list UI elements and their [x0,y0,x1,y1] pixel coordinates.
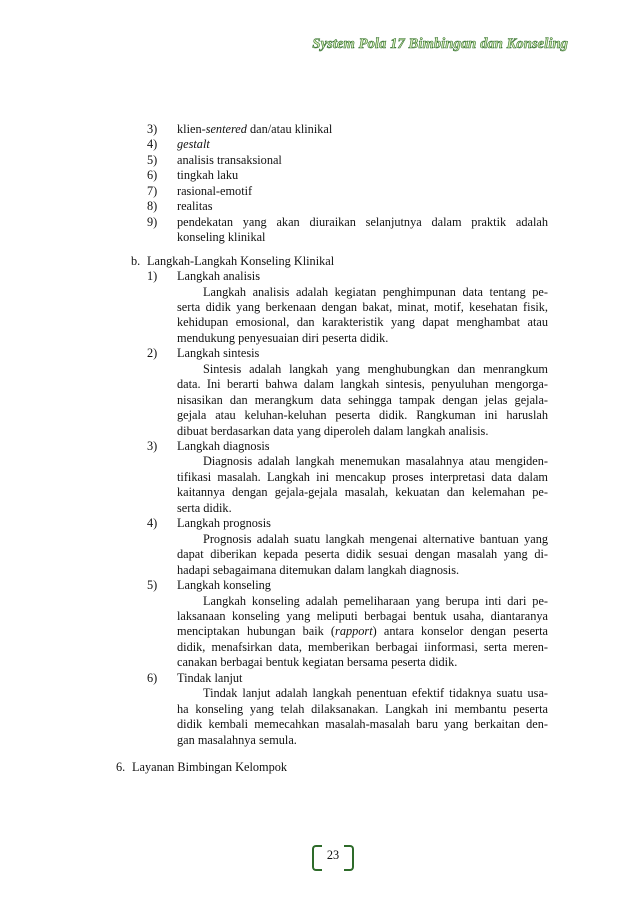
step-title: Langkah sintesis [177,346,260,361]
paragraph-line: Prognosis adalah suatu langkah mengenai alternative bantuan yang [203,531,548,546]
step-number: 5) [147,578,158,593]
page-bracket-left [312,845,322,871]
list-item [177,137,210,153]
list-item: klien-sentered dan/atau klinikal [177,122,333,136]
paragraph-line: Diagnosis adalah langkah menemukan masalahnya atau mengiden- [203,454,548,469]
paragraph-line: Langkah analisis adalah kegiatan penghimpunan data tentang pe- [203,284,548,299]
paragraph-line: laksanaan konseling yang meliputi berbagai bentuk usaha, diantaranya [177,608,548,623]
paragraph-line: menciptakan hubungan baik (rapport) antara konselor dengan peserta [177,624,549,639]
paragraph-line: mendukung penyesuaian diri peserta didik. [177,330,389,345]
paragraph-line: didik kembali memecahkan masalah-masalah baru yang berkaitan den- [177,717,548,732]
list-number: 9) [147,214,158,229]
list-item: rasional-emotif [177,183,253,198]
step-title: Langkah prognosis [177,516,271,531]
running-header: System Pola 17 Bimbingan dan Konseling [312,36,568,52]
list-item: realitas [177,199,213,214]
list-number: 8) [147,199,158,214]
section-marker: 6. [116,760,126,774]
paragraph-line: Sintesis adalah langkah yang menghubungkan dan menrangkum [203,361,548,376]
paragraph-line: canakan berbagai bentuk kegiatan bersama peserta didik. [177,655,458,670]
italic-term: rapport [335,624,373,639]
paragraph-line: Tindak lanjut adalah langkah penentuan efektif tidaknya suatu usa- [203,686,548,701]
section-title: Langkah-Langkah Konseling Klinikal [147,253,335,268]
list-number: 5) [147,152,158,167]
paragraph-line: tifikasi masalah. Langkah ini mencakup proses interpretasi data dalam [177,469,548,484]
paragraph-line: Langkah konseling adalah pemeliharaan yang berupa inti dari pe- [203,593,548,608]
paragraph-line: ha konseling yang telah dilaksanakan. Langkah ini membantu peserta [177,701,548,716]
paragraph-line: serta didik yang berkenaan dengan bakat, minat, motif, kesehatan fisik, [177,299,548,314]
paragraph-line: data. Ini berarti bahwa dalam langkah sintesis, penyuluhan mengorga- [177,377,548,392]
step-number: 6) [147,670,158,685]
paragraph-line: nisasikan dan merangkum data sehingga tampak dengan jelas gejala- [177,392,548,407]
italic-term: gestalt [177,137,210,152]
step-number: 3) [147,439,158,453]
step-number: 1) [147,269,158,284]
page-bracket-right [344,845,354,871]
list-item-continuation: konseling klinikal [177,230,266,245]
list-item: tingkah laku [177,168,239,183]
list-number: 7) [147,183,158,198]
paragraph-line: serta didik. [177,500,232,515]
step-title: Langkah diagnosis [177,439,270,453]
step-title: Tindak lanjut [177,670,243,685]
step-number: 2) [147,346,158,361]
paragraph-line: dapat diberikan kepada peserta didik sesuai dengan masalah yang di- [177,547,548,562]
italic-term: sentered [205,122,247,136]
paragraph-line: gan masalahnya semula. [177,732,297,747]
list-item: pendekatan yang akan diuraikan selanjutnya dalam praktik adalah [177,214,548,229]
paragraph-line: gejala atau keluhan-keluhan peserta didik. Rangkuman ini haruslah [177,408,548,423]
page-number: 23 [326,848,340,862]
list-number: 3) [147,122,158,136]
section-marker: b. [131,253,141,268]
list-item: analisis transaksional [177,152,282,167]
list-number: 4) [147,137,158,152]
step-number: 4) [147,516,158,531]
step-title: Langkah konseling [177,578,271,593]
paragraph-line: dibuat berdasarkan data yang diperoleh dalam langkah analisis. [177,423,489,438]
step-title: Langkah analisis [177,269,260,284]
paragraph-line: kaitannya dengan gejala-gejala masalah, kekuatan dan kelemahan pe- [177,485,548,500]
list-number: 6) [147,168,158,183]
section-title: Layanan Bimbingan Kelompok [132,760,288,774]
paragraph-line: hadapi sebagaimana ditemukan dalam langkah diagnosis. [177,562,460,577]
paragraph-line: didik, menafsirkan data, memberikan berbagai iinformasi, serta meren- [177,639,548,654]
paragraph-line: kehidupan emosional, dan karakteristik yang dapat menghambat atau [177,315,548,330]
